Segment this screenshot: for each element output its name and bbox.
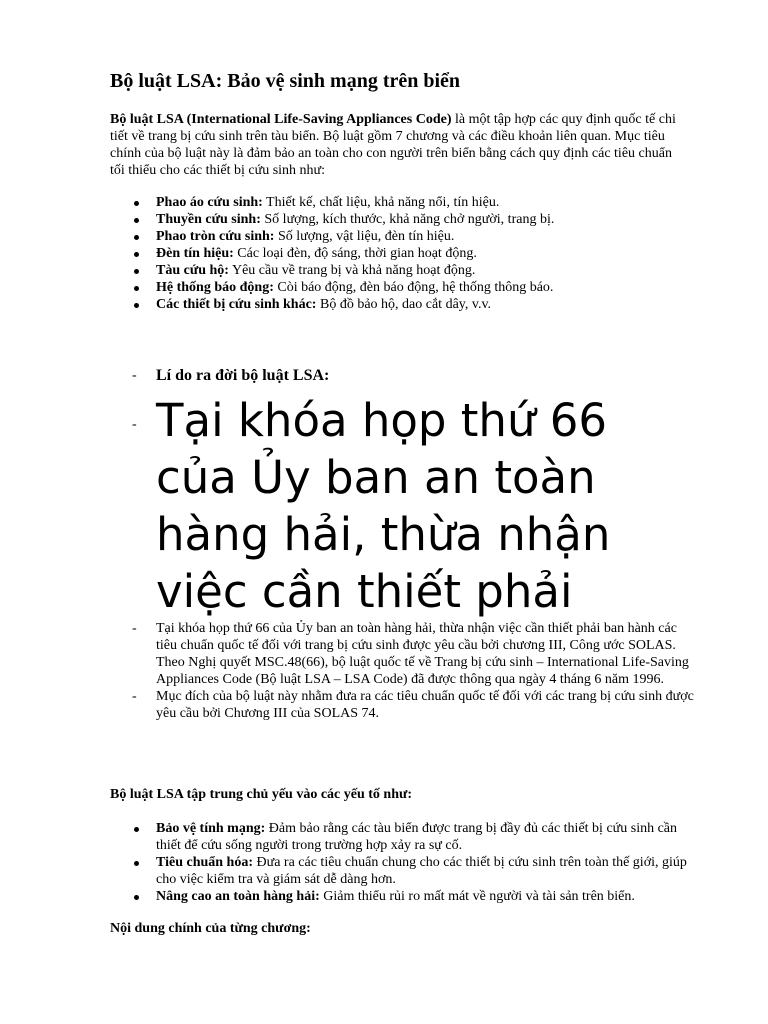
dash-marker: - bbox=[132, 621, 137, 636]
list-item bbox=[110, 228, 690, 245]
large-text-fragment: Tại khóa họp thứ 66 của Ủy ban an toàn hàng hải, thừa nhận việc cần thiết phải bbox=[156, 394, 611, 618]
intro-bold: Bộ luật LSA (International Life-Saving Appliances Code) bbox=[110, 112, 452, 127]
list-item-term: Thuyền cứu sinh: bbox=[156, 212, 261, 227]
reasons-list bbox=[110, 366, 700, 722]
dash-marker: - bbox=[132, 417, 137, 432]
reason-item bbox=[110, 688, 700, 722]
list-item-desc: Số lượng, kích thước, khả năng chở người, trang bị. bbox=[260, 212, 555, 227]
list-item-desc: Thiết kế, chất liệu, khả năng nổi, tín hiệu. bbox=[262, 195, 500, 210]
big-text-item bbox=[110, 392, 700, 620]
list-item-desc: Các loại đèn, độ sáng, thời gian hoạt động. bbox=[233, 246, 477, 261]
focus-title: Bộ luật LSA tập trung chủ yếu vào các yếu tố như: bbox=[110, 787, 413, 802]
reason-item bbox=[110, 620, 700, 688]
list-item-term: Tiêu chuẩn hóa: bbox=[156, 855, 253, 870]
list-item-term: Tàu cứu hộ: bbox=[156, 263, 229, 278]
list-item-desc: Còi báo động, đèn báo động, hệ thống thông báo. bbox=[273, 280, 554, 295]
dash-marker: - bbox=[132, 368, 137, 383]
list-item-desc: Số lượng, vật liệu, đèn tín hiệu. bbox=[274, 229, 455, 244]
intro-paragraph bbox=[110, 111, 690, 179]
list-item-desc: Bộ đồ bảo hộ, dao cắt dây, v.v. bbox=[316, 297, 492, 312]
list-item-term: Đèn tín hiệu: bbox=[156, 246, 234, 261]
list-item-desc: Yêu cầu về trang bị và khả năng hoạt động. bbox=[228, 263, 476, 278]
list-item bbox=[110, 245, 690, 262]
reason-text: Tại khóa họp thứ 66 của Ủy ban an toàn hàng hải, thừa nhận việc cần thiết phải ban hành các tiêu chuẩn quốc tế đối với trang bị cứu sinh được yêu cầu bởi chương III, Công ước SOLAS. Theo Nghị quyết MSC.48(66), bộ luật quốc tế về Trang bị cứu sinh – International Life-Saving Appliances Code (Bộ luật LSA – LSA Code) đã được thông qua ngày 4 tháng 6 năm 1996. bbox=[156, 621, 689, 687]
list-item bbox=[110, 194, 690, 211]
reason-text: Mục đích của bộ luật này nhằm đưa ra các tiêu chuẩn quốc tế đối với các trang bị cứu sinh được yêu cầu bởi Chương III của SOLAS 74. bbox=[156, 689, 694, 721]
list-item-term: Nâng cao an toàn hàng hải: bbox=[156, 889, 320, 904]
reasons-heading-item bbox=[110, 366, 700, 386]
reasons-heading: Lí do ra đời bộ luật LSA: bbox=[156, 367, 330, 384]
list-item-desc: Giảm thiểu rủi ro mất mát về người và tài sản trên biển. bbox=[319, 889, 635, 904]
list-item bbox=[110, 820, 690, 854]
list-item bbox=[110, 211, 690, 228]
list-item-desc: Đưa ra các tiêu chuẩn chung cho các thiết bị cứu sinh trên toàn thế giới, giúp cho việc kiểm tra và giám sát dễ dàng hơn. bbox=[156, 855, 687, 887]
list-item bbox=[110, 296, 690, 313]
list-item-desc: Đảm bảo rằng các tàu biển được trang bị đầy đủ các thiết bị cứu sinh cần thiết để cứu sống người trong trường hợp xảy ra sự cố. bbox=[156, 821, 678, 853]
list-item-term: Phao áo cứu sinh: bbox=[156, 195, 263, 210]
focus-list bbox=[110, 820, 690, 905]
list-item bbox=[110, 854, 690, 888]
equipment-list bbox=[110, 194, 690, 313]
page-title: Bộ luật LSA: Bảo vệ sinh mạng trên biển bbox=[110, 70, 461, 92]
list-item-term: Hệ thống báo động: bbox=[156, 280, 274, 295]
list-item bbox=[110, 279, 690, 296]
list-item-term: Các thiết bị cứu sinh khác: bbox=[156, 297, 317, 312]
list-item bbox=[110, 262, 690, 279]
list-item bbox=[110, 888, 690, 905]
dash-marker: - bbox=[132, 689, 137, 704]
intro-text: là một tập hợp các quy định quốc tế chi tiết về trang bị cứu sinh trên tàu biển. Bộ luật gồm 7 chương và các điều khoản liên quan. Mục tiêu chính của bộ luật này là đảm bảo an toàn cho con người trên biển bằng cách quy định các tiêu chuẩn tối thiểu cho các thiết bị cứu sinh như: bbox=[110, 112, 676, 178]
list-item-term: Phao tròn cứu sinh: bbox=[156, 229, 275, 244]
chapters-title: Nội dung chính của từng chương: bbox=[110, 921, 311, 936]
list-item-term: Bảo vệ tính mạng: bbox=[156, 821, 266, 836]
